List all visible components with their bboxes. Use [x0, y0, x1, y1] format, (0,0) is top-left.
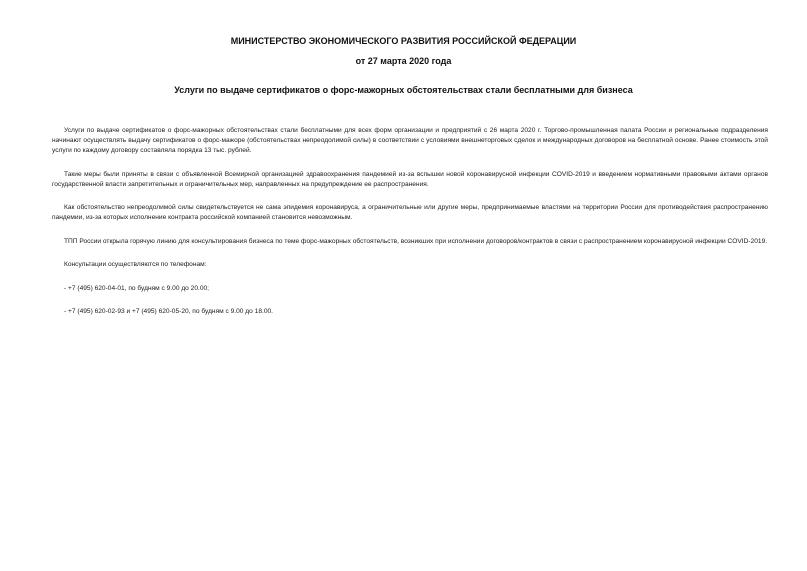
- document-date: от 27 марта 2020 года: [355, 56, 452, 66]
- paragraph-measures: Такие меры были приняты в связи с объявленной Всемирной организацией здравоохранения пандемией из-за вспышки новой коронавирусной инфекции COVID-2019 и введением нормативными правовыми актами органов государственной власти запретительных и ограничительных мер, направленных на предупреждение ее распространения.: [52, 170, 768, 188]
- document-title: Услуги по выдаче сертификатов о форс-мажорных обстоятельствах стали бесплатными для бизнеса: [174, 85, 633, 95]
- phone-line-1: - +7 (495) 620-04-01, по будням с 9.00 до 20.00;: [64, 284, 210, 292]
- paragraph-intro: Услуги по выдаче сертификатов о форс-мажорных обстоятельствах стали бесплатными для всех форм организации и предприятий с 26 марта 2020 г. Торгово-промышленная палата России и региональные подразделения начинают осуществлять выдачу сертификатов о форс-мажоре (обстоятельствах непреодолимой силы) в соответствии с условиями внешнеторговых сделок и международных договоров на бесплатной основе. Ранее стоимость этой услуги по каждому договору составляла порядка 13 тыс. рублей.: [52, 127, 768, 154]
- document-body: [52, 126, 768, 331]
- ministry-heading: МИНИСТЕРСТВО ЭКОНОМИЧЕСКОГО РАЗВИТИЯ РОССИЙСКОЙ ФЕДЕРАЦИИ: [230, 36, 577, 46]
- phone-line-2: - +7 (495) 620-02-93 и +7 (495) 620-05-20, по будням с 9.00 до 18.00.: [64, 308, 273, 315]
- paragraph-hotline: ТПП России открыла горячую линию для консультирования бизнеса по теме форс-мажорных обстоятельств, возникших при исполнении договоров/контрактов в связи с распространением коронавирусной инфекции COVID-2019.: [64, 237, 768, 245]
- paragraph-force-majeure: Как обстоятельство непреодолимой силы свидетельствуется не сама эпидемия коронавируса, а ограничительные или другие меры, предпринимаемые властями на территории России для противодействия распространению пандемии, из-за которых исполнение контракта российской компанией становится невозможным.: [52, 204, 768, 221]
- paragraph-consultations: Консультации осуществляются по телефонам:: [64, 261, 207, 268]
